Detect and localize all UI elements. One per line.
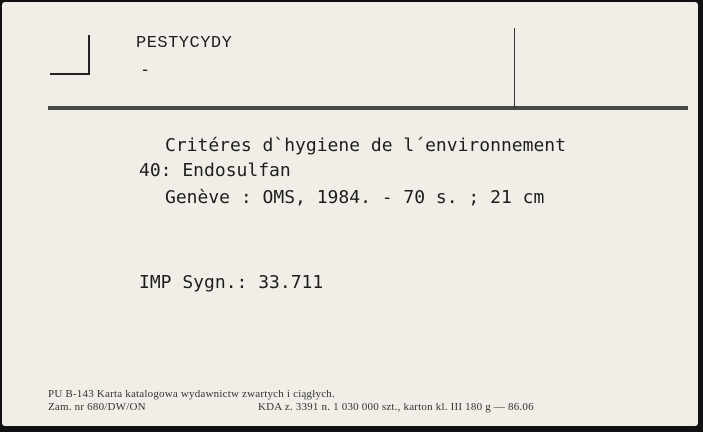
part-line: 40: Endosulfan [139,160,291,181]
footer-print-info: KDA z. 3391 n. 1 030 000 szt., karton kl. III 180 g — 86.06 [258,401,534,413]
call-number-line: IMP Sygn.: 33.711 [139,272,324,293]
corner-mark-horizontal [50,73,90,75]
footer-order-number: Zam. nr 680/DW/ON [48,401,146,413]
publication-line: Genève : OMS, 1984. - 70 s. ; 21 cm [165,187,545,208]
footer-form-line: PU B-143 Karta katalogowa wydawnictw zwartych i ciągłych. [48,388,335,400]
heading-dash: - [140,60,151,80]
horizontal-rule [48,106,688,110]
vertical-rule [514,28,515,108]
title-line: Critéres d`hygiene de l´environnement [165,135,566,156]
corner-mark-vertical [88,35,90,75]
catalog-card [2,2,698,426]
subject-heading: PESTYCYDY [136,34,233,53]
